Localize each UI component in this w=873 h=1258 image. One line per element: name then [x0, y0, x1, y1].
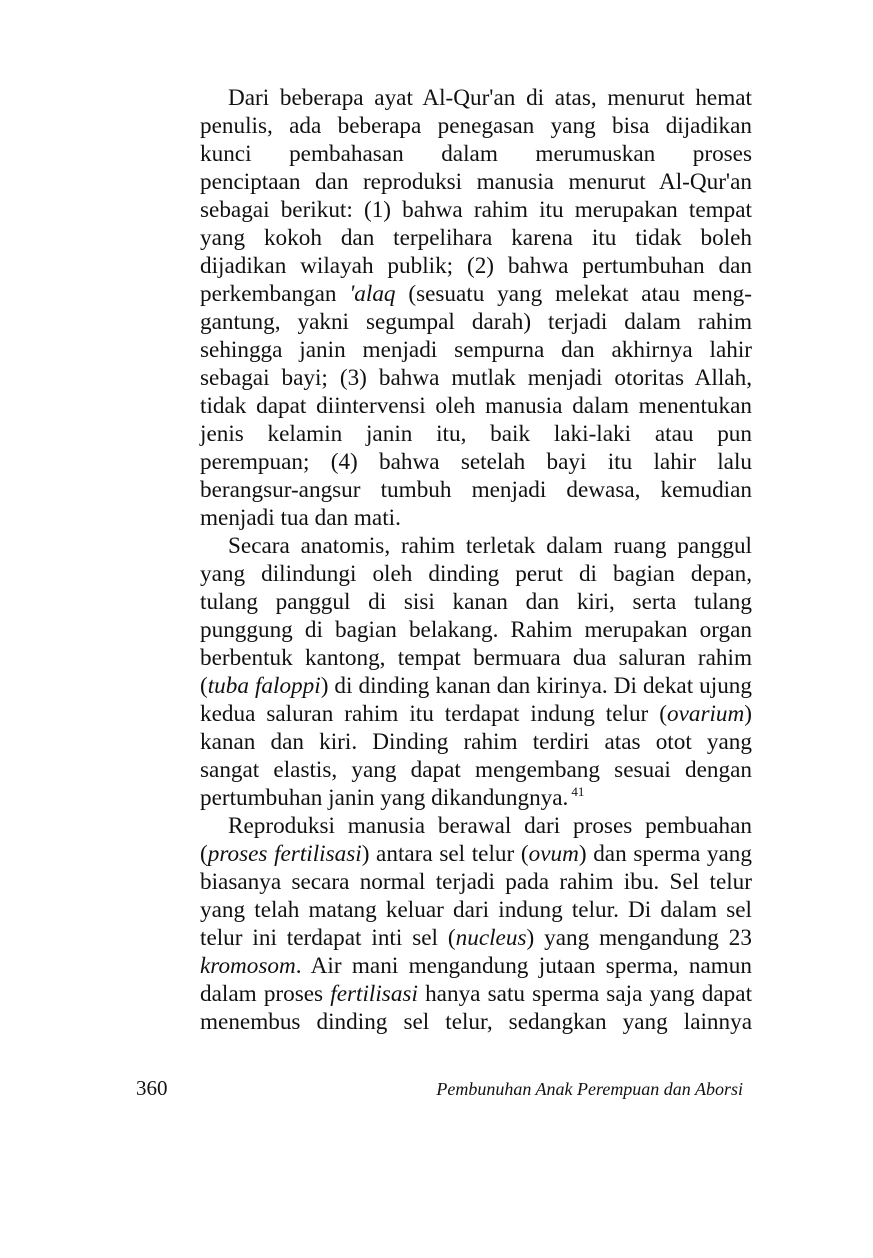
- text-run: yang dilindungi oleh dinding perut di bagian depan,: [200, 561, 752, 587]
- text-run: sebagai bayi; (3) bahwa mutlak menjadi otoritas Allah,: [200, 365, 752, 391]
- text-line: [200, 112, 752, 140]
- text-line: [200, 868, 752, 896]
- text-line: [200, 280, 752, 308]
- text-run: gantung, yakni segumpal darah) terjadi dalam rahim: [200, 309, 752, 335]
- text-line: [200, 840, 752, 868]
- text-line: [200, 672, 752, 700]
- text-line: [200, 560, 752, 588]
- text-run: (: [200, 673, 208, 699]
- italic-term: nucleus: [455, 925, 527, 951]
- italic-term: ovarium: [666, 701, 745, 727]
- text-run: ) yang mengandung 23: [526, 925, 752, 951]
- text-run: menjadi tua dan mati.: [200, 505, 401, 531]
- text-line: [200, 1008, 752, 1036]
- text-line: [200, 700, 752, 728]
- text-line: [200, 364, 752, 392]
- text-run: ) dan sperma yang: [578, 841, 752, 867]
- text-run: tidak dapat diintervensi oleh manusia dalam menentukan: [200, 393, 752, 419]
- text-run: hanya satu sperma saja yang dapat: [417, 981, 753, 1007]
- text-run: punggung di bagian belakang. Rahim merupakan organ: [200, 617, 752, 643]
- paragraph: [200, 84, 752, 532]
- text-line: [200, 812, 752, 840]
- text-run: dijadikan wilayah publik; (2) bahwa pertumbuhan dan: [200, 253, 752, 279]
- text-line: [200, 504, 752, 532]
- text-line: [200, 476, 752, 504]
- text-run: (: [200, 841, 208, 867]
- text-line: [200, 168, 752, 196]
- text-run: kunci pembahasan dalam merumuskan proses: [200, 141, 752, 167]
- text-line: [200, 252, 752, 280]
- text-run: dalam proses: [200, 981, 331, 1007]
- text-line: [200, 952, 752, 980]
- text-run: Reproduksi manusia berawal dari proses pembuahan: [228, 813, 752, 839]
- text-run: tulang panggul di sisi kanan dan kiri, serta tulang: [200, 589, 752, 615]
- text-run: sehingga janin menjadi sempurna dan akhirnya lahir: [200, 337, 752, 363]
- text-run: perempuan; (4) bahwa setelah bayi itu lahir lalu: [200, 449, 752, 475]
- text-run: penciptaan dan reproduksi manusia menurut Al-Qur'an: [200, 169, 752, 195]
- text-line: [200, 392, 752, 420]
- text-line: [200, 140, 752, 168]
- page-number: 360: [136, 1076, 168, 1100]
- text-line: [200, 896, 752, 924]
- text-run: Secara anatomis, rahim terletak dalam ruang panggul: [228, 533, 752, 559]
- text-line: [200, 756, 752, 784]
- text-line: [200, 196, 752, 224]
- text-run: . Air mani mengandung jutaan sperma, namun: [295, 953, 752, 979]
- italic-term: tuba faloppi: [207, 673, 321, 699]
- text-run: ): [744, 701, 752, 727]
- text-run: penulis, ada beberapa penegasan yang bisa dijadikan: [200, 113, 752, 139]
- text-run: menembus dinding sel telur, sedangkan yang lainnya: [200, 1009, 752, 1035]
- italic-term: ovum: [528, 841, 579, 867]
- text-line: [200, 588, 752, 616]
- text-line: [200, 448, 752, 476]
- text-line: [200, 728, 752, 756]
- text-run: ) di dinding kanan dan kirinya. Di dekat ujung: [320, 673, 752, 699]
- text-line: [200, 532, 752, 560]
- italic-term: 'alaq: [349, 281, 396, 307]
- text-run: kedua saluran rahim itu terdapat indung telur (: [200, 701, 667, 727]
- text-run: sebagai berikut: (1) bahwa rahim itu merupakan tempat: [200, 197, 752, 223]
- text-run: yang telah matang keluar dari indung telur. Di dalam sel: [200, 897, 752, 923]
- text-run: pertumbuhan janin yang dikandungnya.: [200, 785, 569, 811]
- text-run: Dari beberapa ayat Al-Qur'an di atas, menurut hemat: [228, 85, 752, 111]
- body-text: [200, 84, 752, 1036]
- text-line: [200, 336, 752, 364]
- text-run: (sesuatu yang melekat atau meng-: [395, 281, 752, 307]
- text-run: telur ini terdapat inti sel (: [200, 925, 456, 951]
- italic-term: kromosom: [200, 953, 296, 979]
- text-run: kanan dan kiri. Dinding rahim terdiri atas otot yang: [200, 729, 752, 755]
- text-run: berangsur-angsur tumbuh menjadi dewasa, kemudian: [200, 477, 752, 503]
- text-run: ) antara sel telur (: [361, 841, 529, 867]
- italic-term: fertilisasi: [330, 981, 418, 1007]
- text-line: [200, 924, 752, 952]
- text-line: [200, 84, 752, 112]
- text-run: biasanya secara normal terjadi pada rahim ibu. Sel telur: [200, 869, 752, 895]
- running-title: Pembunuhan Anak Perempuan dan Aborsi: [436, 1079, 743, 1099]
- text-line: [200, 980, 752, 1008]
- text-line: [200, 224, 752, 252]
- text-line: [200, 308, 752, 336]
- text-run: berbentuk kantong, tempat bermuara dua saluran rahim: [200, 645, 752, 671]
- italic-term: proses fertilisasi: [207, 841, 362, 867]
- text-run: yang kokoh dan terpelihara karena itu tidak boleh: [200, 225, 752, 251]
- text-line: [200, 420, 752, 448]
- text-line: [200, 784, 752, 812]
- paragraph: [200, 532, 752, 812]
- text-run: jenis kelamin janin itu, baik laki-laki atau pun: [200, 421, 752, 447]
- footnote-marker: 41: [571, 784, 585, 799]
- paragraph: [200, 812, 752, 1036]
- text-line: [200, 644, 752, 672]
- text-run: sangat elastis, yang dapat mengembang sesuai dengan: [200, 757, 752, 783]
- text-run: perkembangan: [200, 281, 350, 307]
- text-line: [200, 616, 752, 644]
